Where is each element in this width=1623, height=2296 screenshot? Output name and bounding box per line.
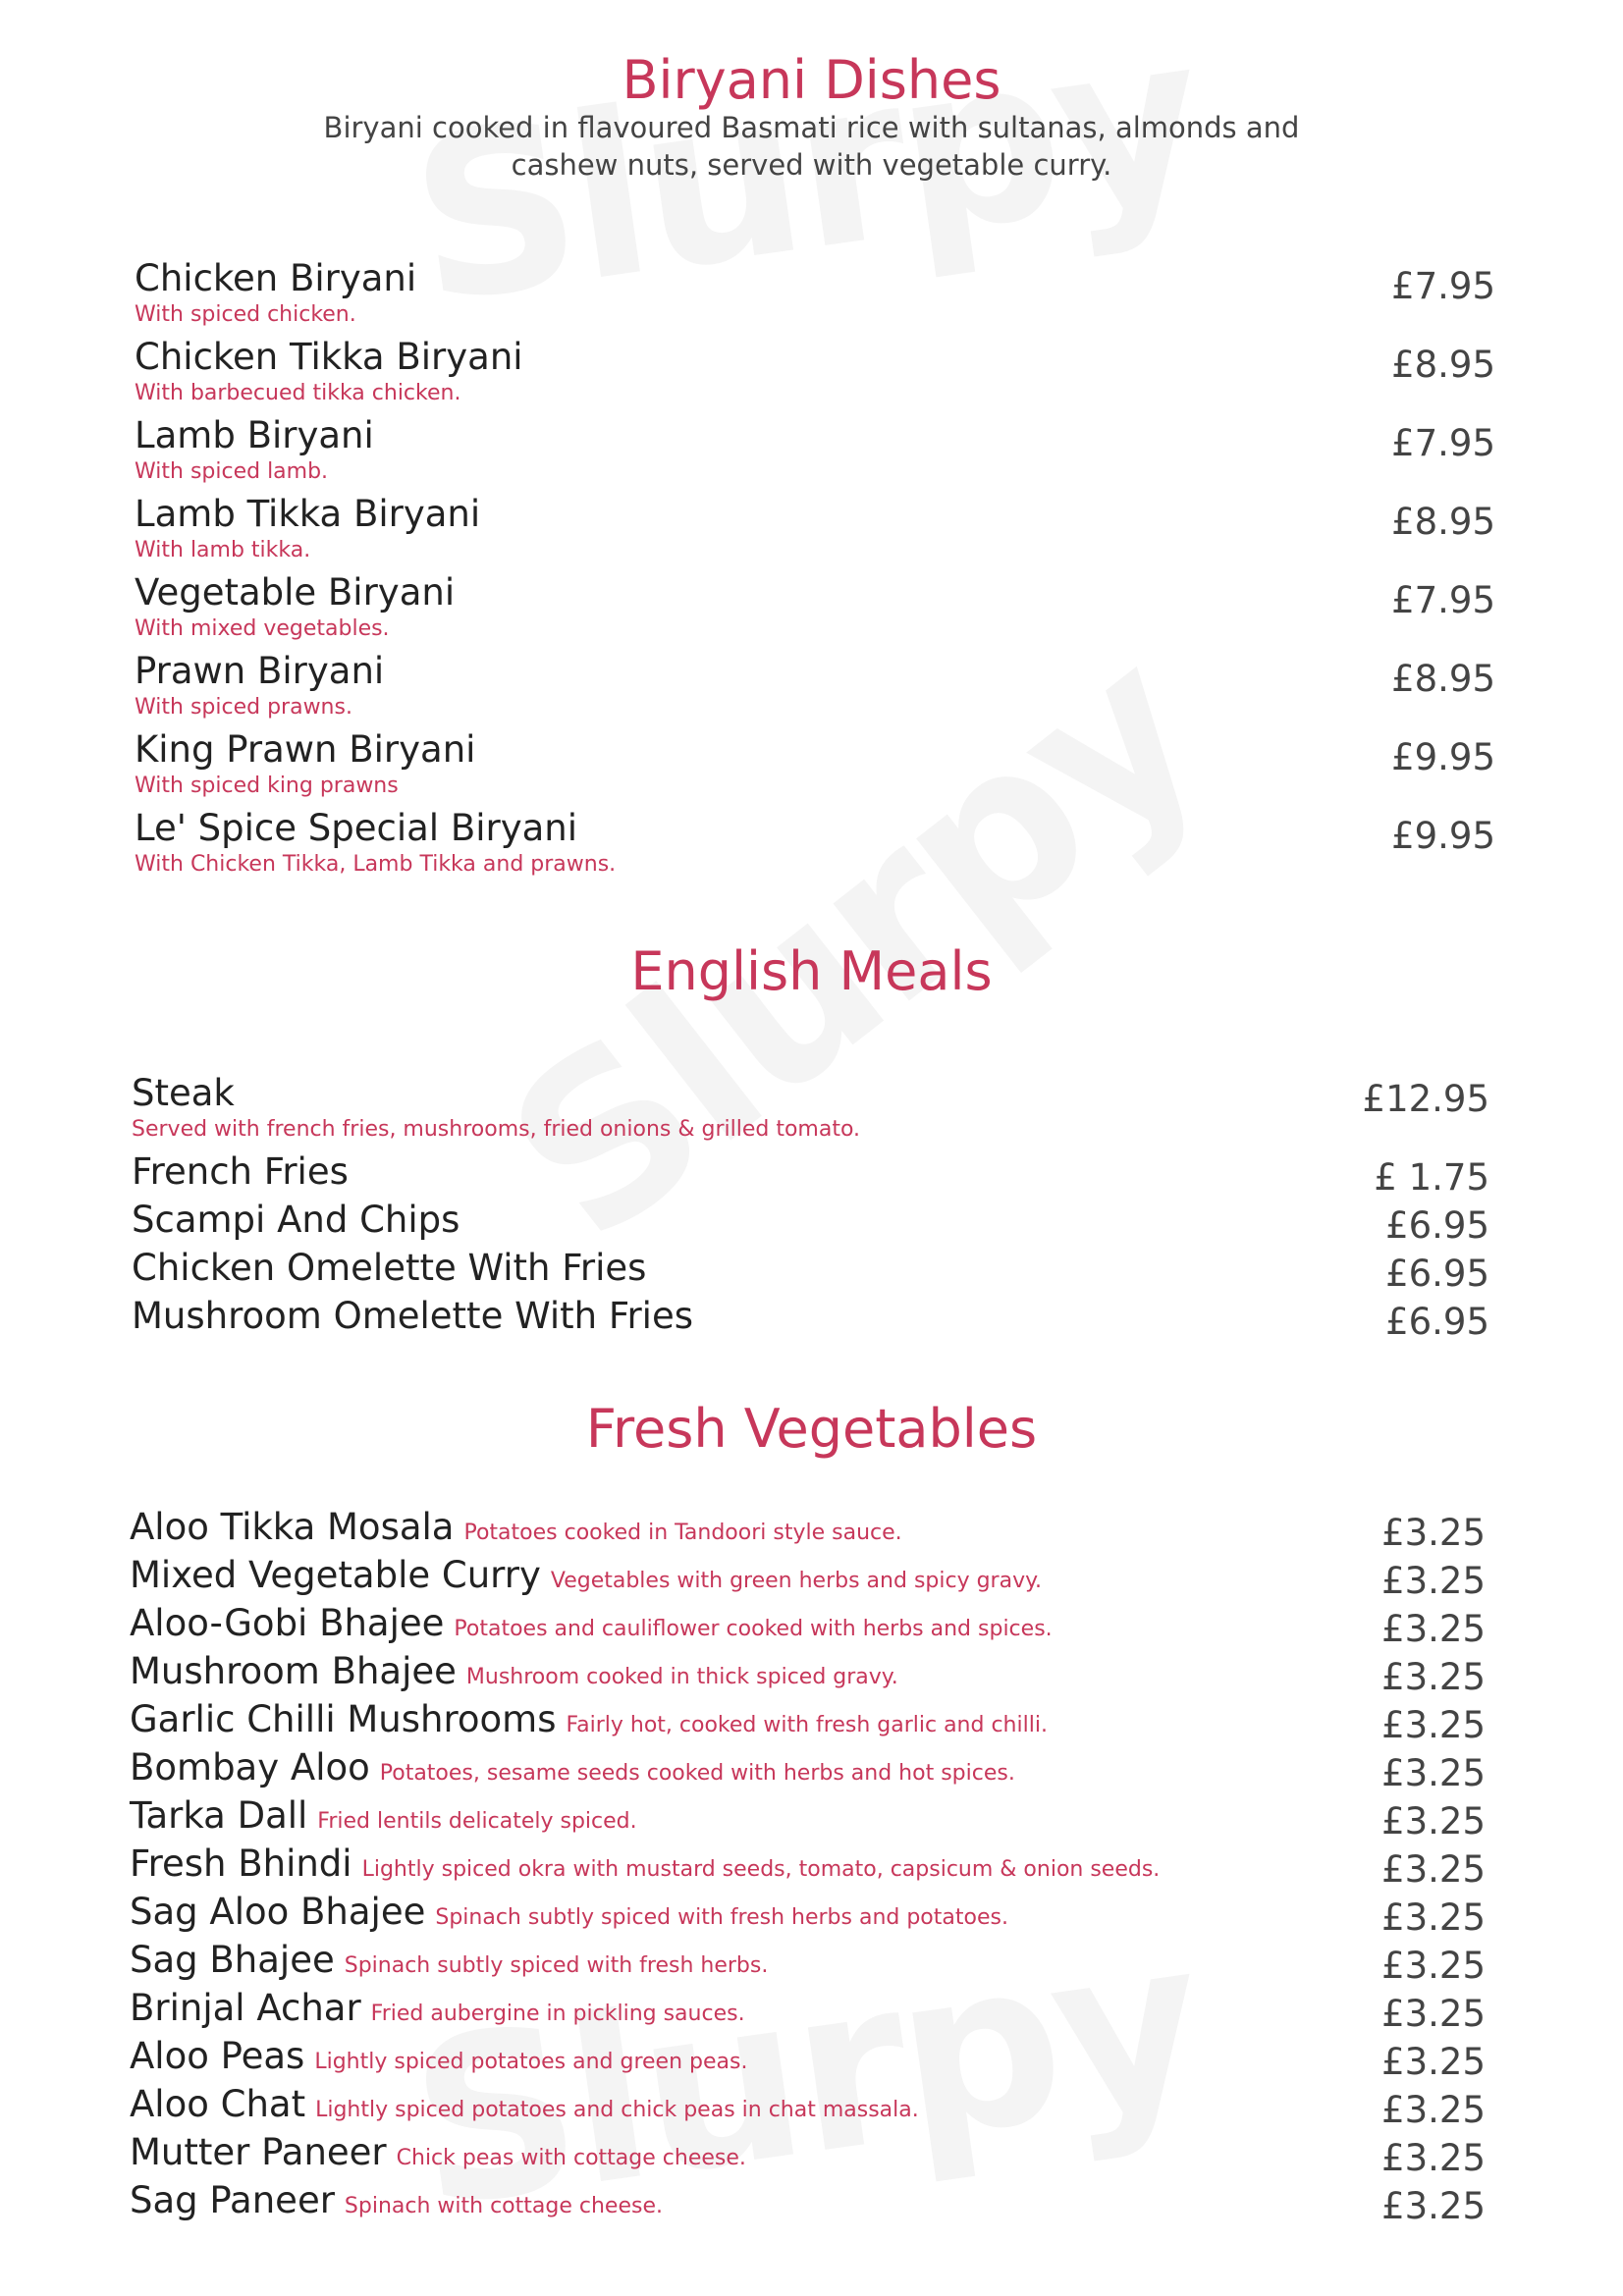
item-price: £6.95	[1385, 1301, 1489, 1343]
item-price: £7.95	[1391, 265, 1495, 307]
item-name: Brinjal Achar	[130, 1987, 361, 2029]
item-price: £3.25	[1381, 1704, 1486, 1746]
item-price: £9.95	[1391, 815, 1495, 857]
item-desc: Spinach with cottage cheese.	[344, 2194, 663, 2218]
item-price: £8.95	[1391, 658, 1495, 700]
item-name: Garlic Chilli Mushrooms	[130, 1698, 557, 1740]
item-name: French Fries	[132, 1150, 349, 1193]
item-desc: With spiced king prawns	[135, 774, 399, 798]
item-name: Aloo Peas	[130, 2035, 305, 2077]
item-price: £3.25	[1381, 1752, 1486, 1794]
item-price: £3.25	[1381, 1848, 1486, 1891]
item-name: Sag Aloo Bhajee	[130, 1891, 426, 1933]
item-desc: With spiced prawns.	[135, 695, 352, 720]
item-name: Le' Spice Special Biryani	[135, 807, 578, 849]
item-price: £3.25	[1381, 1512, 1486, 1554]
item-price: £7.95	[1391, 422, 1495, 464]
item-price: £9.95	[1391, 736, 1495, 778]
item-price: £3.25	[1381, 1945, 1486, 1987]
item-name: Prawn Biryani	[135, 650, 385, 692]
item-name: Aloo-Gobi Bhajee	[130, 1602, 445, 1644]
item-name: Steak	[132, 1072, 235, 1114]
item-price: £3.25	[1381, 2041, 1486, 2083]
item-name: King Prawn Biryani	[135, 728, 476, 771]
item-name: Mushroom Omelette With Fries	[132, 1295, 693, 1337]
item-desc: Potatoes cooked in Tandoori style sauce.	[463, 1521, 902, 1545]
item-price: £ 1.75	[1374, 1156, 1489, 1199]
item-desc: With mixed vegetables.	[135, 616, 390, 641]
item-name: Chicken Omelette With Fries	[132, 1247, 647, 1289]
item-price: £6.95	[1385, 1204, 1489, 1247]
item-name: Scampi And Chips	[132, 1199, 460, 1241]
item-desc: Vegetables with green herbs and spicy gravy.	[550, 1569, 1042, 1593]
english-title: English Meals	[630, 940, 993, 1002]
item-desc: Lightly spiced potatoes and chick peas in chat massala.	[315, 2098, 919, 2122]
item-desc: Fried aubergine in pickling sauces.	[370, 2002, 745, 2026]
item-desc: Spinach subtly spiced with fresh herbs and potatoes.	[435, 1905, 1008, 1930]
item-price: £8.95	[1391, 501, 1495, 543]
item-name: Chicken Tikka Biryani	[135, 336, 523, 378]
item-desc: With Chicken Tikka, Lamb Tikka and prawns.	[135, 852, 617, 877]
item-name: Fresh Bhindi	[130, 1842, 352, 1885]
item-desc: Potatoes and cauliflower cooked with herbs and spices.	[454, 1617, 1053, 1641]
item-price: £6.95	[1385, 1253, 1489, 1295]
item-name: Sag Bhajee	[130, 1939, 335, 1981]
vegetables-title: Fresh Vegetables	[585, 1398, 1038, 1460]
item-name: Chicken Biryani	[135, 257, 417, 299]
item-price: £3.25	[1381, 2137, 1486, 2179]
item-desc: Fried lentils delicately spiced.	[317, 1809, 637, 1834]
item-desc: Fairly hot, cooked with fresh garlic and chilli.	[566, 1713, 1048, 1737]
item-price: £3.25	[1381, 1800, 1486, 1842]
item-name: Sag Paneer	[130, 2179, 335, 2221]
item-desc: With barbecued tikka chicken.	[135, 381, 461, 405]
item-desc: With spiced lamb.	[135, 459, 329, 484]
item-name: Aloo Chat	[130, 2083, 306, 2125]
item-desc: Potatoes, sesame seeds cooked with herbs and hot spices.	[379, 1761, 1015, 1786]
item-price: £7.95	[1391, 579, 1495, 621]
item-price: £12.95	[1362, 1078, 1489, 1120]
item-desc: Mushroom cooked in thick spiced gravy.	[465, 1665, 898, 1689]
item-desc: Spinach subtly spiced with fresh herbs.	[344, 1953, 769, 1978]
item-name: Lamb Tikka Biryani	[135, 493, 481, 535]
item-desc: Served with french fries, mushrooms, fried onions & grilled tomato.	[132, 1117, 861, 1142]
item-desc: With lamb tikka.	[135, 538, 311, 562]
item-price: £3.25	[1381, 2089, 1486, 2131]
item-name: Mutter Paneer	[130, 2131, 387, 2173]
item-name: Mixed Vegetable Curry	[130, 1554, 541, 1596]
item-price: £3.25	[1381, 1896, 1486, 1939]
biryani-title: Biryani Dishes	[622, 49, 1001, 111]
item-desc: Chick peas with cottage cheese.	[396, 2146, 746, 2170]
item-desc: Lightly spiced okra with mustard seeds, tomato, capsicum & onion seeds.	[361, 1857, 1161, 1882]
item-desc: Lightly spiced potatoes and green peas.	[314, 2050, 748, 2074]
item-desc: With spiced chicken.	[135, 302, 356, 327]
item-price: £3.25	[1381, 1993, 1486, 2035]
item-name: Lamb Biryani	[135, 414, 374, 456]
item-name: Vegetable Biryani	[135, 571, 456, 614]
item-price: £3.25	[1381, 1656, 1486, 1698]
item-price: £3.25	[1381, 1608, 1486, 1650]
item-name: Mushroom Bhajee	[130, 1650, 457, 1692]
item-price: £3.25	[1381, 2185, 1486, 2227]
biryani-intro-line1: Biryani cooked in flavoured Basmati rice with sultanas, almonds and	[323, 111, 1300, 144]
biryani-intro-line2: cashew nuts, served with vegetable curry.	[511, 148, 1112, 182]
item-name: Aloo Tikka Mosala	[130, 1506, 455, 1548]
item-price: £3.25	[1381, 1560, 1486, 1602]
item-name: Bombay Aloo	[130, 1746, 370, 1789]
item-name: Tarka Dall	[130, 1794, 308, 1837]
item-price: £8.95	[1391, 344, 1495, 386]
